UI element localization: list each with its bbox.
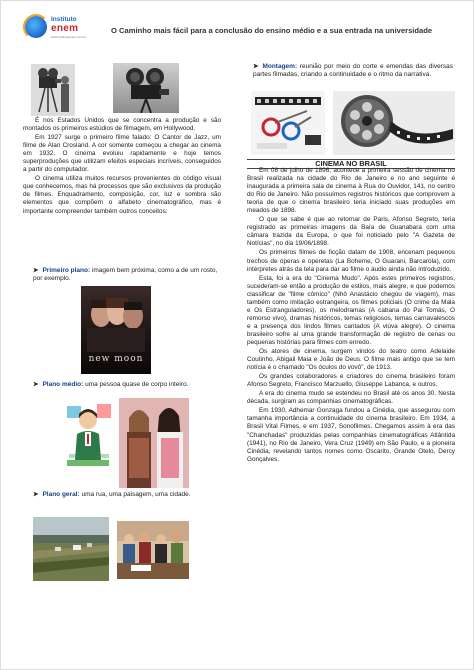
arrow-bullet-icon: ➤ [33, 381, 39, 388]
film-reel-image [333, 91, 455, 155]
bullet-text: imagem bem próxima, como a de um rosto, por exemplo. [33, 267, 218, 282]
arrow-bullet-icon: ➤ [33, 267, 39, 274]
paragraph: Esta, foi a era do "Cinema Mudo". Após estes primeiros registros, sucederam-se então a produção de estilos, mais alegre, e que podemos classificar de "filme cômico" (Nhô Anastácio chegou de viagem), mas também como imitação estrangeira, os filmes policiais (O crime da Mala e Os Estranguladores), os melodramas (A cabana do Pai Tomás, O remorso vivo), dramas históricos, temas religiosos, temas carnavalescos e a presença dos lindos filmes cantados (A viúva alegre). O cinema brasileiro sofre aí uma grande transformação de registro de cenas ou pequenas histórias para filmes com enredo. [247, 274, 455, 346]
paragraph: Os primeiros filmes de ficção datam de 1908, encenam pequenos trechos de óperas e operetas (La Boheme, O Guarani, Barcarola), com intérpretes atrás da tela para dar ao filme o áudio ainda não introduzido. [247, 249, 455, 273]
bullet-term: Plano médio: [42, 381, 84, 388]
landscape-aerial-image [33, 517, 109, 581]
film-editing-tools-image [251, 91, 325, 155]
poster-title: new moon [88, 354, 144, 364]
section-title-cinema-no-brasil: CINEMA NO BRASIL [247, 159, 455, 169]
two-actresses-image [119, 398, 189, 488]
bullet-text: reunião por meio do corte e emendas das diversas partes filmadas, criando a continuidade e o ritmo da narrativa. [253, 63, 453, 79]
arrow-bullet-icon: ➤ [253, 63, 259, 70]
bullet-text: uma pessoa quase de corpo inteiro. [85, 381, 189, 388]
cartoon-presenter-image [61, 398, 115, 478]
paragraph: Os atores de cinema, surgem vindos do teatro como Adelaide Coutinho, Abigail Maia e João de Deus. O filme mais antigo que se tem notícia é o chamado "Os óculos do vovô", de 1913. [247, 348, 455, 372]
vintage-camera-photo-1 [31, 64, 75, 116]
bullet-plano-medio [33, 381, 233, 389]
logo-text-enem: enem [51, 23, 79, 34]
page-header [25, 13, 455, 43]
bullet-term: Montagem: [262, 63, 298, 70]
group-people-image [117, 521, 189, 579]
logo-text-instituto: Instituto [51, 16, 77, 23]
logo-ring-icon [23, 14, 49, 40]
new-moon-poster [81, 286, 151, 374]
paragraph: Os grandes colaboradores e criadores do cinema brasileiro foram Afonso Segreto, Francisco Marzuello, Giuseppe Labanca, e outros. [247, 373, 455, 389]
vintage-camera-photo-2 [113, 63, 179, 113]
right-column-text [247, 167, 455, 465]
bullet-text: uma rua, uma paisagem, uma cidade. [81, 491, 191, 498]
bullet-plano-geral [33, 491, 233, 499]
bullet-term: Plano geral: [42, 491, 80, 498]
paragraph: A era do cinema mudo se estendeu no Brasil até os anos 30. Nesta década, surgiram as companhias cinematográficas. [247, 390, 455, 406]
paragraph: Em 08 de julho de 1896, acontece a primeira sessão de cinema no Brasil realizada na cidade do Rio de Janeiro e no ano seguinte é inaugurada a primeira sala de cinema à Rua do Ouvidor, 141, no centro do Rio de Janeiro. Não possuímos registros históricos que comprovem a teoria de que o cinema brasileiro teria iniciado suas produções em meados de 1898. [247, 167, 455, 215]
paragraph: O que se sabe é que ao retornar de Paris, Afonso Segreto, teria registrado as primeiras imagens da Baía de Guanabara com uma câmara trazida da Europa, o que foi noticiado pelo "A Gazeta de Notícias", no dia 19/06/1898. [247, 216, 455, 248]
bullet-term: Primeiro plano: [42, 267, 91, 274]
left-column-text [23, 117, 221, 217]
bullet-primeiro-plano [33, 267, 223, 283]
paragraph: É nos Estados Unidos que se concentra a produção e são montados os primeiros estúdios de filmagem, em Hollywood. [23, 117, 221, 133]
arrow-bullet-icon: ➤ [33, 491, 39, 498]
header-title: O Caminho mais fácil para a conclusão do ensino médio e a sua entrada na universidade [111, 26, 433, 35]
paragraph: Em 1930, Adhemar Gonzaga fundou a Cinédia, que assegurou com tamanha importância a continuidade do cinema brasileiro. Em 1934, a Brasil Vital Filmes, e em 1937, Sonofilmes. Chegamos assim à era das "Chanchadas" produzidas pelas companhias cinematográficas Atlântida (1941), no Rio de Janeiro, Vera Cruz (1949) em São Paulo, e a pioneira Cinédia, revelando tantos nomes como Oscarito, Grande Otelo, Dercy Gonçalves. [247, 407, 455, 463]
paragraph: O cinema utiliza muitos recursos provenientes do código visual que conhecemos, mas há processos que são exclusivos da produção de filmes. Enquadramento, composição, cor, luz e sombra são elementos que compõem o alfabeto cinematográfico, mas é importante compreender também outros conceitos: [23, 175, 221, 215]
paragraph: Em 1927 surge o primeiro filme falado: O Cantor de Jazz, um filme de Alan Crosland. A cor somente começou a chegar ao cinema em 1932. O cinema evoluiu rapidamente e hoje temos superproduções que utilizam efeitos especiais incríveis, conseguidos a partir do computador. [23, 134, 221, 174]
logo-url: www.institutoenem.com.br [51, 35, 87, 39]
bullet-montagem [253, 63, 453, 80]
